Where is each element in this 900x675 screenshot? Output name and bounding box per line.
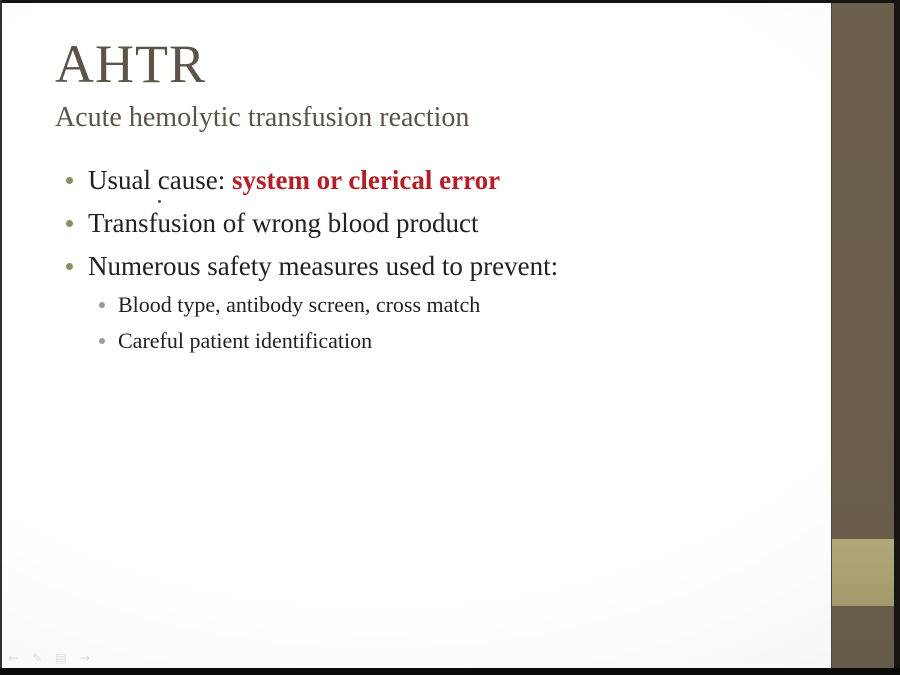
sub-bullet-item-blood-type <box>99 291 480 318</box>
letterbox-right-edge <box>894 0 900 675</box>
bullet-text: Transfusion of wrong blood product <box>88 208 479 238</box>
bullet-text <box>88 164 500 196</box>
bullet-text: Blood type, antibody screen, cross match <box>118 292 481 317</box>
letterbox-left-edge <box>0 0 2 675</box>
letterbox-bottom-edge <box>0 668 900 675</box>
bullet-text-emphasis: system or clerical error <box>231 165 501 195</box>
bullet-dot-icon <box>66 220 73 227</box>
sub-bullet-item-patient-id <box>99 327 372 354</box>
slide-subtitle: Acute hemolytic transfusion reaction <box>55 102 470 133</box>
bullet-dot-icon <box>66 263 73 270</box>
bullet-text: Careful patient identification <box>118 328 373 353</box>
pen-tool-icon[interactable]: ✎ <box>31 651 43 665</box>
next-slide-icon[interactable]: → <box>79 651 91 665</box>
cursor-artifact-dot <box>158 200 161 203</box>
slide-title: AHTR <box>55 34 206 94</box>
bullet-text-plain: Usual cause: <box>88 165 232 195</box>
bullet-dot-icon <box>99 302 105 308</box>
bullet-text: Numerous safety measures used to prevent: <box>88 251 559 281</box>
bullet-dot-icon <box>99 338 105 344</box>
sidebar-accent-block <box>832 539 894 606</box>
bullet-item-safety-measures <box>66 250 558 282</box>
slide-menu-icon[interactable]: ▤ <box>55 651 67 665</box>
previous-slide-icon[interactable]: ← <box>7 651 19 665</box>
bullet-item-wrong-product <box>66 207 479 239</box>
bullet-item-usual-cause <box>66 164 500 196</box>
bullet-dot-icon <box>66 177 73 184</box>
letterbox-top-edge <box>0 0 900 3</box>
theme-sidebar <box>831 3 894 668</box>
slideshow-nav-controls <box>6 651 92 665</box>
